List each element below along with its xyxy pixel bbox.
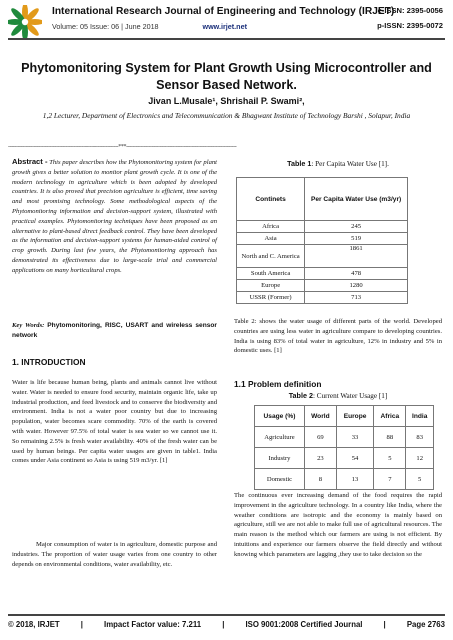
table1-cell: 1861 — [305, 245, 408, 268]
table1-cell: 1280 — [305, 280, 408, 292]
table2-header-cell: Europe — [336, 406, 374, 427]
volume-issue: Volume: 05 Issue: 06 | June 2018 — [52, 22, 159, 31]
table2-description: Table 2: shows the water usage of different parts of the world. Developed countries are using less water in agriculture compare to developing countries. India is using 83% of total water in agriculture, 12% in industry and 5% in domestic uses. [1] — [234, 318, 442, 355]
abstract-text: This paper describes how the Phytomonitoring system for plant growth gives a better solution to monitor plant growth cycle. It is one of the modern technology in agriculture which is been adopted by developed countries. It is also proved that precision agriculture is efficient, time saving and most promising technology. Some methodological aspects of the Phytomonitoring information and decision-support system, illustrated with practical examples. Phytomonitoring techniques have been proposed as an alternative to plant-based direct feedback control. They have been developed as the information and decision-support systems for human-aided control of crop growth. During last few years, the Phytomonitoring approach has demonstrated its effectiveness due to large-scale trial and commercial applications on many horticultural crops. — [12, 159, 217, 274]
table2-cell: 8 — [304, 469, 336, 490]
table2-cell: 54 — [336, 448, 374, 469]
footer-separator: | — [383, 620, 386, 629]
journal-title: International Research Journal of Engineering and Technology (IRJET) — [52, 6, 395, 17]
table2-cell: 12 — [406, 448, 434, 469]
table2-cell: 69 — [304, 427, 336, 448]
table-current-water-usage — [254, 405, 434, 490]
table2-cell: 7 — [374, 469, 406, 490]
table1-cell: 478 — [305, 268, 408, 280]
table2-cell: 33 — [336, 427, 374, 448]
table2-cell: 83 — [406, 427, 434, 448]
table2-header-cell: Usage (%) — [255, 406, 305, 427]
footer-separator: | — [222, 620, 225, 629]
table2-cell: 5 — [406, 469, 434, 490]
volume-line — [52, 22, 247, 31]
keywords-label: Key Words: — [12, 322, 45, 329]
table2-header-cell: Africa — [374, 406, 406, 427]
author-affiliation: 1,2 Lecturer, Department of Electronics and Telecommunication & Bhagwant Institute of Technology Barshi , Solapur, India — [42, 111, 411, 120]
table1-cell: USSR (Former) — [237, 292, 305, 304]
problem-definition-paragraph: The continuous ever increasing demand of the food requires the rapid improvement in the agriculture technology. In a country like India, where the weather conditions are isotropic and the economy is mainly based on agriculture, still we are not able to make full use of agricultural resources. The main reason is the method which our farmers are using is not efficient. By intuitions and experience our farmers observe the field directly and without knowing which parameters are lagging ,they use to take decision so the — [234, 492, 442, 558]
table2-header-cell: World — [304, 406, 336, 427]
table-row — [255, 469, 434, 490]
table1-cell: Europe — [237, 280, 305, 292]
table1-cell: 519 — [305, 233, 408, 245]
table-row — [255, 448, 434, 469]
table1-header-row — [237, 178, 408, 221]
footer-text — [8, 620, 445, 629]
footer-impact-factor: Impact Factor value: 7.211 — [104, 620, 202, 629]
keywords-text: Phytomonitoring, RISC, USART and wireless sensor network — [12, 322, 217, 339]
table1-cell: South America — [237, 268, 305, 280]
table1-cell: 713 — [305, 292, 408, 304]
irjet-logo-icon — [8, 5, 42, 39]
footer-separator: | — [80, 620, 83, 629]
eissn: e-ISSN: 2395-0056 — [377, 6, 443, 15]
table2-header-row — [255, 406, 434, 427]
pissn: p-ISSN: 2395-0072 — [377, 21, 443, 30]
problem-definition-heading: 1.1 Problem definition — [234, 379, 322, 389]
table1-caption-label: Table 1 — [287, 159, 312, 168]
table1-cell: North and C. America — [237, 245, 305, 268]
footer-iso: ISO 9001:2008 Certified Journal — [245, 620, 363, 629]
table2-caption-label: Table 2 — [288, 391, 313, 400]
table-row — [255, 427, 434, 448]
keywords — [12, 321, 217, 341]
table2-cell: Domestic — [255, 469, 305, 490]
table-row — [237, 292, 408, 304]
paper-authors: Jivan L.Musale¹, Shrishail P. Swami², — [148, 96, 305, 106]
table2-caption — [234, 391, 442, 400]
intro-paragraph-2: Major consumption of water is in agriculture, domestic purpose and industries. The proportion of water usage varies from one country to other depends on environmental conditions, water availability, etc. — [12, 541, 217, 568]
table1-col-continents: Continets — [237, 178, 305, 221]
journal-header — [0, 0, 453, 58]
table2-caption-text: : Current Water Usage [1] — [312, 392, 388, 400]
header-rule — [8, 38, 445, 40]
table1-cell: 245 — [305, 221, 408, 233]
intro-heading: 1. INTRODUCTION — [12, 357, 86, 367]
table2-cell: 13 — [336, 469, 374, 490]
table1-col-per-capita: Per Capita Water Use (m3/yr) — [305, 178, 408, 221]
table-per-capita-water-use — [236, 177, 408, 304]
table-row — [237, 221, 408, 233]
table-row — [237, 233, 408, 245]
intro-paragraph-1: Water is life because human being, plants and animals cannot live without water. Water is needed to ensure food security, maintain organic life, take up industrial production, and feed livestock and to conserve the biodiversity and environment. India is not a water poor country but due to increasing population, water becomes scare commodity. 70% of the earth is covered with water. However 97.5% of total water is sea water so we cannot use it. So remaining 2.5% is fresh water availability. 40% of the fresh water can be used by human beings. Per capita water usages are given in table1. India comes under Asia continent so Asia is using 519 m3/yr. [1] — [12, 379, 217, 465]
table2-cell: 5 — [374, 448, 406, 469]
table2-header-cell: India — [406, 406, 434, 427]
table-row — [237, 245, 408, 268]
footer-rule — [8, 614, 445, 616]
table1-caption-text: : Per Capita Water Use [1]. — [311, 160, 389, 168]
table1-cell: Africa — [237, 221, 305, 233]
footer-page-number: Page 2763 — [406, 620, 445, 629]
section-separator: ---------------------------------------------------------------------***--------------------------------------------------------------------- — [8, 144, 237, 150]
footer-copyright: © 2018, IRJET — [8, 620, 60, 629]
table1-cell: Asia — [237, 233, 305, 245]
journal-website-link[interactable]: www.irjet.net — [202, 22, 247, 31]
paper-title: Phytomonitoring System for Plant Growth Using Microcontroller and Sensor Based Network. — [21, 61, 432, 92]
table-row — [237, 280, 408, 292]
table2-cell: Industry — [255, 448, 305, 469]
abstract — [12, 157, 217, 276]
table2-cell: 23 — [304, 448, 336, 469]
table2-cell: Agriculture — [255, 427, 305, 448]
table1-caption — [234, 159, 442, 168]
table-row — [237, 268, 408, 280]
abstract-label: Abstract - — [12, 157, 48, 166]
table2-cell: 88 — [374, 427, 406, 448]
